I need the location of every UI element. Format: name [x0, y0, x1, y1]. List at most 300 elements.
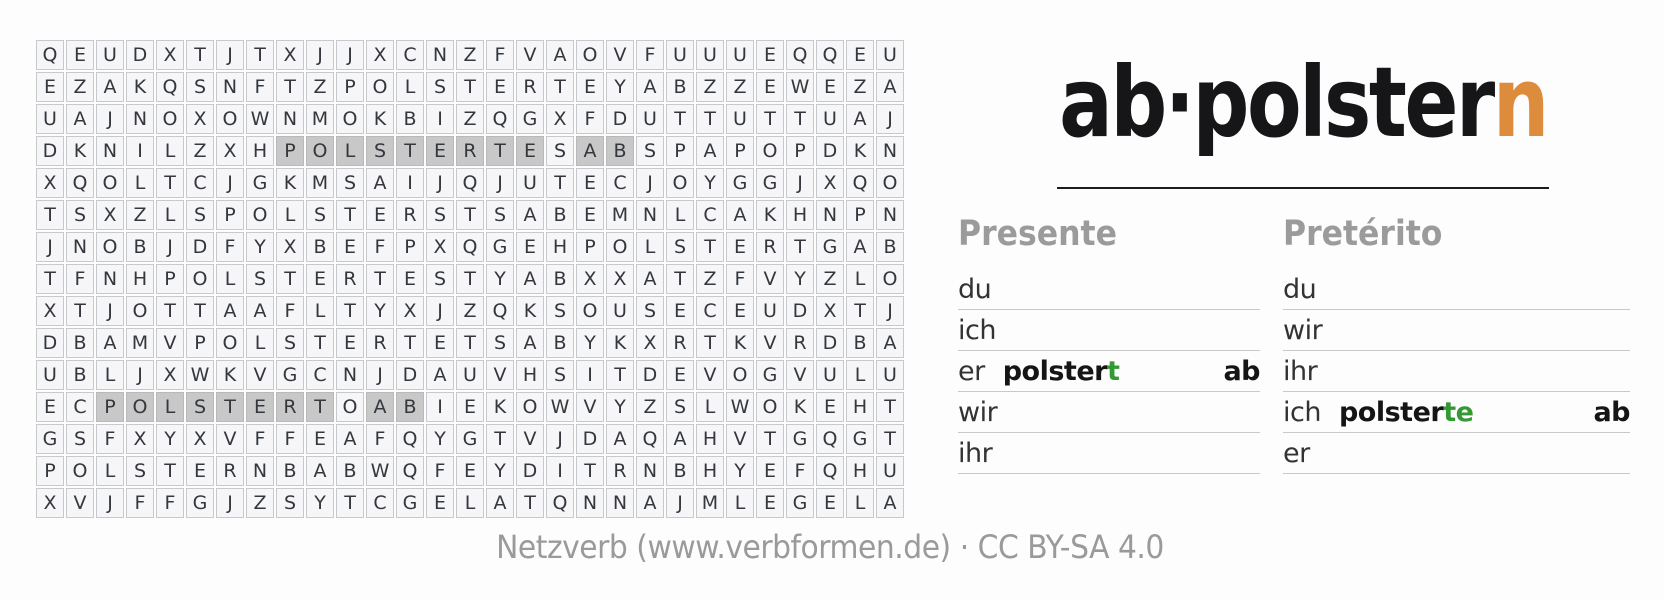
grid-cell[interactable]: E [756, 456, 784, 486]
grid-cell[interactable]: O [666, 168, 694, 198]
grid-cell[interactable]: B [546, 200, 574, 230]
grid-cell[interactable]: J [426, 296, 454, 326]
grid-cell[interactable]: L [696, 392, 724, 422]
grid-cell[interactable]: X [426, 232, 454, 262]
grid-cell[interactable]: K [516, 296, 544, 326]
grid-cell[interactable]: O [876, 168, 904, 198]
grid-cell[interactable]: X [546, 104, 574, 134]
grid-cell[interactable]: B [666, 456, 694, 486]
grid-cell[interactable]: U [816, 104, 844, 134]
grid-cell[interactable]: P [666, 136, 694, 166]
grid-cell[interactable]: T [186, 40, 214, 70]
grid-cell[interactable]: F [216, 232, 244, 262]
grid-cell[interactable]: S [276, 328, 304, 358]
grid-cell[interactable]: U [876, 360, 904, 390]
grid-cell[interactable]: V [246, 360, 274, 390]
grid-cell[interactable]: U [36, 104, 64, 134]
grid-cell[interactable]: E [576, 200, 604, 230]
grid-cell[interactable]: L [276, 200, 304, 230]
grid-cell[interactable]: T [606, 360, 634, 390]
grid-cell[interactable]: J [786, 168, 814, 198]
grid-cell[interactable]: L [126, 168, 154, 198]
grid-cell[interactable]: X [36, 296, 64, 326]
grid-cell[interactable]: H [246, 136, 274, 166]
grid-cell[interactable]: J [96, 296, 124, 326]
grid-cell[interactable]: O [96, 168, 124, 198]
grid-cell[interactable]: A [636, 488, 664, 518]
grid-cell[interactable]: Q [636, 424, 664, 454]
grid-cell[interactable]: Q [396, 456, 424, 486]
grid-cell[interactable]: R [276, 392, 304, 422]
grid-cell[interactable]: Z [696, 264, 724, 294]
grid-cell[interactable]: A [876, 488, 904, 518]
grid-cell[interactable]: A [576, 136, 604, 166]
grid-cell[interactable]: T [276, 264, 304, 294]
grid-cell[interactable]: J [366, 360, 394, 390]
grid-cell[interactable]: O [216, 328, 244, 358]
grid-cell[interactable]: S [546, 296, 574, 326]
grid-cell[interactable]: T [456, 264, 484, 294]
grid-cell[interactable]: O [66, 456, 94, 486]
grid-cell[interactable]: F [276, 296, 304, 326]
grid-cell[interactable]: N [216, 72, 244, 102]
grid-cell[interactable]: G [756, 168, 784, 198]
grid-cell[interactable]: A [846, 232, 874, 262]
grid-cell[interactable]: T [696, 328, 724, 358]
grid-cell[interactable]: E [366, 200, 394, 230]
grid-cell[interactable]: R [756, 232, 784, 262]
grid-cell[interactable]: N [336, 360, 364, 390]
grid-cell[interactable]: A [336, 424, 364, 454]
grid-cell[interactable]: F [126, 488, 154, 518]
grid-cell[interactable]: A [546, 40, 574, 70]
grid-cell[interactable]: N [636, 200, 664, 230]
grid-cell[interactable]: P [576, 232, 604, 262]
grid-cell[interactable]: T [306, 328, 334, 358]
grid-cell[interactable]: E [756, 488, 784, 518]
grid-cell[interactable]: Z [456, 296, 484, 326]
grid-cell[interactable]: N [66, 232, 94, 262]
grid-cell[interactable]: Y [246, 232, 274, 262]
grid-cell[interactable]: Y [156, 424, 184, 454]
grid-cell[interactable]: Z [456, 40, 484, 70]
grid-cell[interactable]: I [396, 168, 424, 198]
grid-cell[interactable]: A [876, 72, 904, 102]
grid-cell[interactable]: Y [726, 456, 754, 486]
grid-cell[interactable]: T [156, 168, 184, 198]
grid-cell[interactable]: E [816, 72, 844, 102]
grid-cell[interactable]: T [876, 392, 904, 422]
grid-cell[interactable]: N [876, 200, 904, 230]
grid-cell[interactable]: C [696, 296, 724, 326]
grid-cell[interactable]: X [816, 296, 844, 326]
grid-cell[interactable]: X [636, 328, 664, 358]
grid-cell[interactable]: Q [36, 40, 64, 70]
grid-cell[interactable]: V [66, 488, 94, 518]
grid-cell[interactable]: T [396, 328, 424, 358]
grid-cell[interactable]: T [696, 232, 724, 262]
grid-cell[interactable]: J [96, 104, 124, 134]
grid-cell[interactable]: G [846, 424, 874, 454]
grid-cell[interactable]: V [756, 328, 784, 358]
grid-cell[interactable]: J [336, 40, 364, 70]
grid-cell[interactable]: O [156, 104, 184, 134]
grid-cell[interactable]: Z [726, 72, 754, 102]
grid-cell[interactable]: D [186, 232, 214, 262]
grid-cell[interactable]: S [186, 200, 214, 230]
grid-cell[interactable]: X [576, 264, 604, 294]
grid-cell[interactable]: R [366, 328, 394, 358]
grid-cell[interactable]: F [276, 424, 304, 454]
grid-cell[interactable]: J [426, 168, 454, 198]
grid-cell[interactable]: E [246, 392, 274, 422]
grid-cell[interactable]: X [366, 40, 394, 70]
grid-cell[interactable]: S [306, 200, 334, 230]
grid-cell[interactable]: O [756, 392, 784, 422]
grid-cell[interactable]: H [786, 200, 814, 230]
grid-cell[interactable]: S [246, 264, 274, 294]
grid-cell[interactable]: B [396, 104, 424, 134]
grid-cell[interactable]: L [96, 360, 124, 390]
grid-cell[interactable]: I [426, 392, 454, 422]
grid-cell[interactable]: G [786, 424, 814, 454]
grid-cell[interactable]: L [246, 328, 274, 358]
grid-cell[interactable]: Z [306, 72, 334, 102]
grid-cell[interactable]: Y [786, 264, 814, 294]
grid-cell[interactable]: T [216, 392, 244, 422]
grid-cell[interactable]: Q [456, 232, 484, 262]
grid-cell[interactable]: R [336, 264, 364, 294]
grid-cell[interactable]: Z [186, 136, 214, 166]
grid-cell[interactable]: B [546, 264, 574, 294]
grid-cell[interactable]: U [456, 360, 484, 390]
grid-cell[interactable]: T [756, 424, 784, 454]
grid-cell[interactable]: H [696, 424, 724, 454]
grid-cell[interactable]: O [576, 40, 604, 70]
grid-cell[interactable]: H [846, 392, 874, 422]
grid-cell[interactable]: E [516, 136, 544, 166]
grid-cell[interactable]: A [876, 328, 904, 358]
grid-cell[interactable]: I [576, 360, 604, 390]
grid-cell[interactable]: K [66, 136, 94, 166]
grid-cell[interactable]: F [486, 40, 514, 70]
grid-cell[interactable]: X [186, 104, 214, 134]
grid-cell[interactable]: G [816, 232, 844, 262]
grid-cell[interactable]: V [576, 392, 604, 422]
grid-cell[interactable]: J [306, 40, 334, 70]
grid-cell[interactable]: A [96, 328, 124, 358]
grid-cell[interactable]: L [216, 264, 244, 294]
grid-cell[interactable]: T [786, 104, 814, 134]
grid-cell[interactable]: N [576, 488, 604, 518]
grid-cell[interactable]: A [426, 360, 454, 390]
grid-cell[interactable]: V [726, 424, 754, 454]
grid-cell[interactable]: J [876, 104, 904, 134]
grid-cell[interactable]: Q [156, 72, 184, 102]
grid-cell[interactable]: N [876, 136, 904, 166]
grid-cell[interactable]: R [666, 328, 694, 358]
grid-cell[interactable]: E [36, 72, 64, 102]
grid-cell[interactable]: S [486, 200, 514, 230]
grid-cell[interactable]: F [96, 424, 124, 454]
grid-cell[interactable]: K [606, 328, 634, 358]
grid-cell[interactable]: W [726, 392, 754, 422]
grid-cell[interactable]: J [666, 488, 694, 518]
grid-cell[interactable]: S [636, 136, 664, 166]
grid-cell[interactable]: E [396, 264, 424, 294]
grid-cell[interactable]: F [156, 488, 184, 518]
grid-cell[interactable]: P [726, 136, 754, 166]
grid-cell[interactable]: T [546, 168, 574, 198]
grid-cell[interactable]: T [516, 488, 544, 518]
grid-cell[interactable]: B [66, 328, 94, 358]
grid-cell[interactable]: Q [396, 424, 424, 454]
grid-cell[interactable]: S [276, 488, 304, 518]
grid-cell[interactable]: T [546, 72, 574, 102]
grid-cell[interactable]: V [156, 328, 184, 358]
grid-cell[interactable]: C [396, 40, 424, 70]
grid-cell[interactable]: E [426, 488, 454, 518]
grid-cell[interactable]: G [786, 488, 814, 518]
grid-cell[interactable]: T [456, 72, 484, 102]
grid-cell[interactable]: U [726, 104, 754, 134]
grid-cell[interactable]: P [216, 200, 244, 230]
grid-cell[interactable]: E [756, 40, 784, 70]
grid-cell[interactable]: T [846, 296, 874, 326]
grid-cell[interactable]: L [336, 136, 364, 166]
grid-cell[interactable]: Y [606, 392, 634, 422]
grid-cell[interactable]: D [396, 360, 424, 390]
grid-cell[interactable]: O [96, 232, 124, 262]
grid-cell[interactable]: M [696, 488, 724, 518]
grid-cell[interactable]: X [156, 40, 184, 70]
grid-cell[interactable]: L [846, 488, 874, 518]
grid-cell[interactable]: L [636, 232, 664, 262]
grid-cell[interactable]: L [846, 264, 874, 294]
grid-cell[interactable]: I [126, 136, 154, 166]
grid-cell[interactable]: D [516, 456, 544, 486]
grid-cell[interactable]: B [666, 72, 694, 102]
grid-cell[interactable]: E [336, 232, 364, 262]
grid-cell[interactable]: J [216, 168, 244, 198]
grid-cell[interactable]: G [516, 104, 544, 134]
grid-cell[interactable]: N [426, 40, 454, 70]
grid-cell[interactable]: J [636, 168, 664, 198]
grid-cell[interactable]: K [276, 168, 304, 198]
grid-cell[interactable]: J [156, 232, 184, 262]
grid-cell[interactable]: C [696, 200, 724, 230]
grid-cell[interactable]: E [186, 456, 214, 486]
grid-cell[interactable]: S [426, 200, 454, 230]
grid-cell[interactable]: T [36, 200, 64, 230]
grid-cell[interactable]: X [276, 40, 304, 70]
grid-cell[interactable]: T [666, 264, 694, 294]
grid-cell[interactable]: F [576, 104, 604, 134]
grid-cell[interactable]: S [66, 424, 94, 454]
grid-cell[interactable]: Q [846, 168, 874, 198]
grid-cell[interactable]: A [486, 488, 514, 518]
grid-cell[interactable]: K [126, 72, 154, 102]
grid-cell[interactable]: D [816, 136, 844, 166]
grid-cell[interactable]: Q [546, 488, 574, 518]
grid-cell[interactable]: Z [126, 200, 154, 230]
grid-cell[interactable]: A [516, 328, 544, 358]
grid-cell[interactable]: N [276, 104, 304, 134]
grid-cell[interactable]: W [546, 392, 574, 422]
grid-cell[interactable]: Q [816, 456, 844, 486]
grid-cell[interactable]: W [366, 456, 394, 486]
grid-cell[interactable]: C [186, 168, 214, 198]
grid-cell[interactable]: V [786, 360, 814, 390]
grid-cell[interactable]: O [336, 104, 364, 134]
grid-cell[interactable]: Y [426, 424, 454, 454]
grid-cell[interactable]: T [786, 232, 814, 262]
grid-cell[interactable]: V [216, 424, 244, 454]
grid-cell[interactable]: Z [636, 392, 664, 422]
grid-cell[interactable]: S [666, 392, 694, 422]
grid-cell[interactable]: Z [816, 264, 844, 294]
grid-cell[interactable]: A [516, 200, 544, 230]
grid-cell[interactable]: A [666, 424, 694, 454]
grid-cell[interactable]: E [576, 72, 604, 102]
grid-cell[interactable]: Y [306, 488, 334, 518]
grid-cell[interactable]: S [186, 72, 214, 102]
grid-cell[interactable]: A [516, 264, 544, 294]
grid-cell[interactable]: X [606, 264, 634, 294]
grid-cell[interactable]: R [606, 456, 634, 486]
grid-cell[interactable]: Y [576, 328, 604, 358]
grid-cell[interactable]: R [396, 200, 424, 230]
grid-cell[interactable]: T [336, 296, 364, 326]
grid-cell[interactable]: E [846, 40, 874, 70]
grid-cell[interactable]: A [846, 104, 874, 134]
grid-cell[interactable]: W [786, 72, 814, 102]
grid-cell[interactable]: B [66, 360, 94, 390]
grid-cell[interactable]: E [486, 72, 514, 102]
grid-cell[interactable]: D [816, 328, 844, 358]
grid-cell[interactable]: R [786, 328, 814, 358]
grid-cell[interactable]: A [636, 72, 664, 102]
grid-cell[interactable]: T [246, 40, 274, 70]
grid-cell[interactable]: J [96, 488, 124, 518]
grid-cell[interactable]: S [186, 392, 214, 422]
grid-cell[interactable]: N [246, 456, 274, 486]
grid-cell[interactable]: E [756, 72, 784, 102]
grid-cell[interactable]: R [456, 136, 484, 166]
grid-cell[interactable]: G [486, 232, 514, 262]
grid-cell[interactable]: M [126, 328, 154, 358]
grid-cell[interactable]: Y [696, 168, 724, 198]
grid-cell[interactable]: A [636, 264, 664, 294]
grid-cell[interactable]: P [396, 232, 424, 262]
grid-cell[interactable]: T [456, 200, 484, 230]
grid-cell[interactable]: S [426, 264, 454, 294]
grid-cell[interactable]: U [516, 168, 544, 198]
grid-cell[interactable]: H [546, 232, 574, 262]
grid-cell[interactable]: K [756, 200, 784, 230]
grid-cell[interactable]: U [876, 456, 904, 486]
grid-cell[interactable]: I [546, 456, 574, 486]
grid-cell[interactable]: W [246, 104, 274, 134]
grid-cell[interactable]: O [186, 264, 214, 294]
grid-cell[interactable]: A [216, 296, 244, 326]
grid-cell[interactable]: X [96, 200, 124, 230]
grid-cell[interactable]: T [756, 104, 784, 134]
grid-cell[interactable]: F [246, 72, 274, 102]
grid-cell[interactable]: I [426, 104, 454, 134]
grid-cell[interactable]: K [486, 392, 514, 422]
grid-cell[interactable]: X [186, 424, 214, 454]
grid-cell[interactable]: B [546, 328, 574, 358]
grid-cell[interactable]: F [66, 264, 94, 294]
grid-cell[interactable]: E [726, 232, 754, 262]
grid-cell[interactable]: P [276, 136, 304, 166]
grid-cell[interactable]: K [786, 392, 814, 422]
grid-cell[interactable]: P [36, 456, 64, 486]
grid-cell[interactable]: U [726, 40, 754, 70]
grid-cell[interactable]: T [456, 328, 484, 358]
grid-cell[interactable]: M [306, 168, 334, 198]
grid-cell[interactable]: X [216, 136, 244, 166]
grid-cell[interactable]: G [36, 424, 64, 454]
grid-cell[interactable]: T [396, 136, 424, 166]
grid-cell[interactable]: T [486, 136, 514, 166]
grid-cell[interactable]: U [36, 360, 64, 390]
grid-cell[interactable]: E [66, 40, 94, 70]
grid-cell[interactable]: N [126, 104, 154, 134]
grid-cell[interactable]: Z [246, 488, 274, 518]
grid-cell[interactable]: T [156, 296, 184, 326]
grid-cell[interactable]: H [846, 456, 874, 486]
grid-cell[interactable]: D [576, 424, 604, 454]
grid-cell[interactable]: D [126, 40, 154, 70]
grid-cell[interactable]: T [66, 296, 94, 326]
grid-cell[interactable]: B [846, 328, 874, 358]
grid-cell[interactable]: X [276, 232, 304, 262]
grid-cell[interactable]: L [846, 360, 874, 390]
grid-cell[interactable]: P [156, 264, 184, 294]
grid-cell[interactable]: Q [66, 168, 94, 198]
grid-cell[interactable]: X [36, 168, 64, 198]
grid-cell[interactable]: O [336, 392, 364, 422]
grid-cell[interactable]: S [636, 296, 664, 326]
grid-cell[interactable]: T [666, 104, 694, 134]
grid-cell[interactable]: J [486, 168, 514, 198]
grid-cell[interactable]: O [246, 200, 274, 230]
grid-cell[interactable]: U [756, 296, 784, 326]
grid-cell[interactable]: F [426, 456, 454, 486]
grid-cell[interactable]: L [726, 488, 754, 518]
grid-cell[interactable]: Q [816, 40, 844, 70]
grid-cell[interactable]: U [666, 40, 694, 70]
grid-cell[interactable]: B [396, 392, 424, 422]
grid-cell[interactable]: Y [366, 296, 394, 326]
grid-cell[interactable]: B [276, 456, 304, 486]
grid-cell[interactable]: N [816, 200, 844, 230]
grid-cell[interactable]: J [126, 360, 154, 390]
grid-cell[interactable]: A [726, 200, 754, 230]
grid-cell[interactable]: A [306, 456, 334, 486]
grid-cell[interactable]: D [636, 360, 664, 390]
grid-cell[interactable]: Q [456, 168, 484, 198]
grid-cell[interactable]: Q [486, 104, 514, 134]
grid-cell[interactable]: V [486, 360, 514, 390]
grid-cell[interactable]: G [396, 488, 424, 518]
grid-cell[interactable]: L [456, 488, 484, 518]
grid-cell[interactable]: B [306, 232, 334, 262]
grid-cell[interactable]: O [516, 392, 544, 422]
grid-cell[interactable]: R [216, 456, 244, 486]
